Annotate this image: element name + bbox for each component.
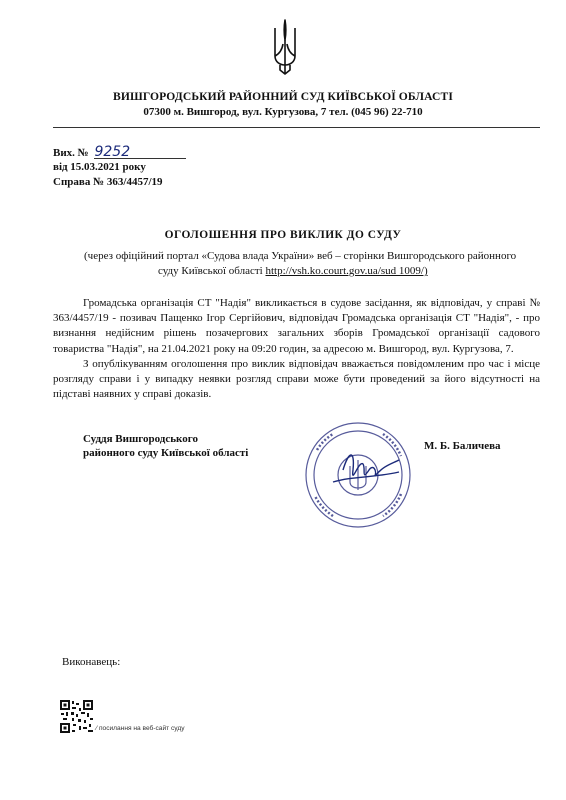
case-number: Справа № 363/4457/19 — [53, 176, 163, 188]
link-arrow-icon: ⁄ — [96, 725, 98, 732]
qr-code-icon[interactable] — [60, 700, 93, 733]
notice-paragraph-2: З опублікуванням оголошення про виклик відповідач вважається повідомленим про час і місце розгляду справи і у випадку неявки розгляд справи може бути проведений за його відсутності на підставі наявних у справі доказів. — [53, 357, 540, 401]
notice-paragraph-1: Громадська організація СТ "Надія" викликається в судове засідання, як відповідач, у справі № 363/4457/19 - позивач Пащенко Ігор Сергійович, відповідач Громадська організація СТ "Надія", - про визнання недійсним рішень позачергових загальних зборів Громадської організації садового товариства "Надія", на 21.04.2021 року на 09:20 годин, за адресою м. Вишгород, вул. Кургузова, 7. — [53, 297, 540, 355]
header-divider — [53, 127, 540, 128]
court-seal-icon — [303, 420, 413, 530]
outgoing-number: 9252 — [94, 146, 186, 159]
outgoing-label: Вих. № — [53, 147, 89, 159]
judge-title-line1: Суддя Вишгородського — [83, 433, 198, 445]
court-website-link[interactable]: http://vsh.ko.court.gov.ua/sud 1009/) — [265, 265, 428, 277]
notice-subtitle-text: суду Київської області — [158, 265, 266, 277]
document-date: від 15.03.2021 року — [53, 161, 146, 173]
judge-title-line2: районного суду Київської області — [83, 447, 249, 459]
notice-title: ОГОЛОШЕННЯ ПРО ВИКЛИК ДО СУДУ — [164, 229, 402, 241]
qr-caption-text: посилання на веб-сайт суду — [98, 725, 185, 732]
judge-name: М. Б. Баличева — [424, 440, 501, 452]
notice-subtitle-line2 — [158, 265, 428, 277]
judge-title — [83, 432, 248, 460]
trident-emblem-icon — [272, 18, 298, 76]
qr-caption — [96, 725, 185, 732]
executor-label: Виконавець: — [62, 656, 121, 668]
outgoing-number-line — [53, 146, 186, 159]
court-address: 07300 м. Вишгород, вул. Кургузова, 7 тел. (045 96) 22-710 — [143, 106, 423, 118]
court-name: ВИШГОРОДСЬКИЙ РАЙОННИЙ СУД КИЇВСЬКОЇ ОБЛАСТІ — [113, 90, 453, 103]
notice-subtitle-line1: (через офіційний портал «Судова влада України» веб – сторінки Вишгородського районного — [84, 250, 517, 262]
notice-body — [53, 296, 540, 402]
